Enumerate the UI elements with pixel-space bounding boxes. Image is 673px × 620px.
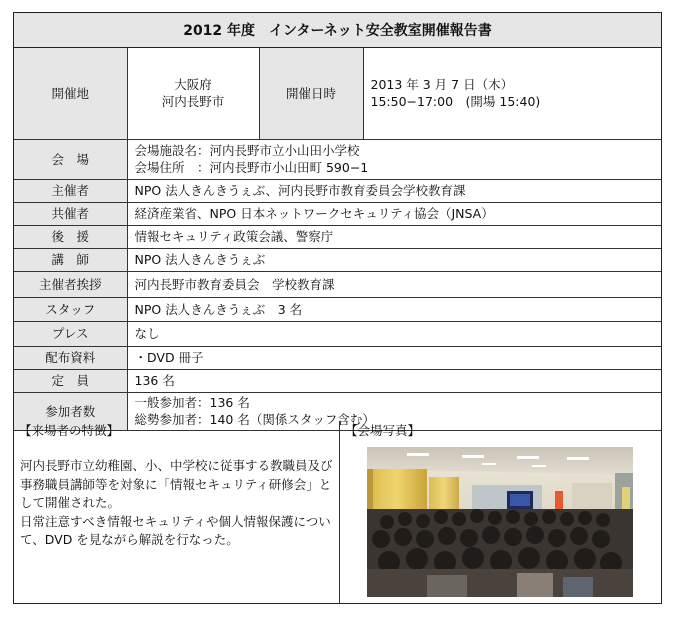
report-title: 2012 年度 インターネット安全教室開催報告書 xyxy=(14,13,661,48)
row-value: NPO 法人きんきうぇぶ 3 名 xyxy=(127,297,661,321)
row-label: プレス xyxy=(14,321,127,346)
row-label: 会 場 xyxy=(14,139,127,179)
row-value: 経済産業省、NPO 日本ネットワークセキュリティ協会（JNSA） xyxy=(127,202,661,225)
visitor-features-panel xyxy=(14,421,340,603)
features-paragraph: 河内長野市立幼稚園、小、中学校に従事する教職員及び事務職員講師等を対象に「情報セキュリティ研修会」として開催された。 xyxy=(20,458,333,510)
row-value: 情報セキュリティ政策会議、警察庁 xyxy=(127,225,661,248)
row-value: 河内長野市教育委員会 学校教育課 xyxy=(127,271,661,297)
city-text: 河内長野市 xyxy=(161,94,225,110)
photo-heading: 【会場写真】 xyxy=(345,423,421,438)
table-row xyxy=(14,202,661,225)
facility-name-text: 会場施設名：河内長野市立小山田小学校 xyxy=(134,143,360,158)
row-value: なし xyxy=(127,321,661,346)
table-row xyxy=(14,346,661,369)
row-value: NPO 法人きんきうぇぶ、河内長野市教育委員会学校教育課 xyxy=(127,179,661,202)
row-label: 配布資料 xyxy=(14,346,127,369)
row-label: 主催者 xyxy=(14,179,127,202)
table-row xyxy=(14,369,661,392)
info-table xyxy=(14,48,661,431)
venue-location-value xyxy=(127,48,259,139)
row-value: 136 名 xyxy=(127,369,661,392)
classroom-photo-image xyxy=(367,447,633,597)
date-value xyxy=(363,48,661,139)
row-label: 参加者数 xyxy=(14,392,127,430)
table-row xyxy=(14,297,661,321)
row-label: 後 援 xyxy=(14,225,127,248)
row-value: NPO 法人きんきうぇぶ xyxy=(127,248,661,271)
features-body xyxy=(14,441,339,550)
date-text: 2013 年 3 月 7 日（木） xyxy=(370,77,514,93)
table-row xyxy=(14,321,661,346)
row-value xyxy=(127,139,661,179)
table-row xyxy=(14,225,661,248)
features-paragraph: 日常注意すべき情報セキュリティや個人情報保護について、DVD を見ながら解説を行なった。 xyxy=(20,513,331,547)
general-participants-text: 一般参加者：136 名 xyxy=(134,395,250,410)
date-label: 開催日時 xyxy=(259,48,363,139)
row-label: 定 員 xyxy=(14,369,127,392)
row-label: 講 師 xyxy=(14,248,127,271)
table-row xyxy=(14,248,661,271)
table-row xyxy=(14,139,661,179)
facility-address-text: 会場住所 ：河内長野市小山田町 590−1 xyxy=(134,160,369,175)
row-label: 共催者 xyxy=(14,202,127,225)
venue-location-label: 開催地 xyxy=(14,48,127,139)
prefecture-text: 大阪府 xyxy=(174,77,212,93)
report-sheet xyxy=(13,12,662,604)
row-value: ・DVD 冊子 xyxy=(127,346,661,369)
table-row xyxy=(14,179,661,202)
table-row xyxy=(14,48,661,139)
venue-photo xyxy=(367,447,633,597)
table-row xyxy=(14,271,661,297)
row-label: 主催者挨拶 xyxy=(14,271,127,297)
row-label: スタッフ xyxy=(14,297,127,321)
bottom-section xyxy=(14,421,661,603)
venue-photo-panel xyxy=(340,421,661,603)
total-participants-text: 総勢参加者：140 名（関係スタッフ含む） xyxy=(134,412,375,427)
time-text: 15:50−17:00 (開場 15:40) xyxy=(370,94,541,110)
features-heading: 【来場者の特徴】 xyxy=(19,423,120,438)
